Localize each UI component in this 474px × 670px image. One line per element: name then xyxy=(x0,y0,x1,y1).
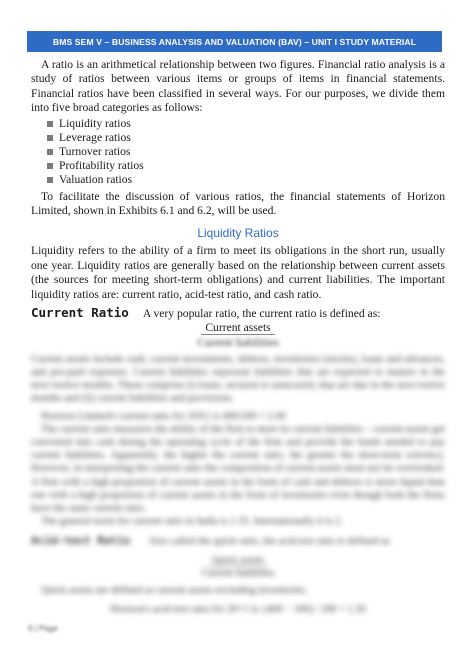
intro-paragraph: A ratio is an arithmetical relationship between two figures. Financial ratio analysis is a study of ratios between various items or groups of items in financial statements. Financial ratios have been classified in several ways. For our purposes, we divide them into five broad categories as follows: xyxy=(31,58,445,115)
formula-denominator: Current liabilities xyxy=(201,567,275,579)
list-item: Profitability ratios xyxy=(47,159,445,173)
liquidity-ratios-heading: Liquidity Ratios xyxy=(197,226,279,241)
list-item: Liquidity ratios xyxy=(47,117,445,131)
current-ratio-explanation: The current ratio measures the ability of the firm to meet its current liabilities – current assets get converted into cash during the operating cycle of the firm and provide the funds needed to pay current liabilities. Apparently, the higher the current ratio, the greater the short-term solvency. However, in interpreting the current ratio the composition of current assets must not be overlooked. A firm with a high proportion of current assets in the form of cash and debtors is more liquid than one with a high proportion of current assets in the form of inventories even though both the firms have the same current ratio. xyxy=(31,423,445,515)
square-bullet-icon xyxy=(47,177,53,183)
acid-test-intro xyxy=(31,534,445,549)
list-item: Leverage ratios xyxy=(47,131,445,145)
acid-test-calculation: Horizon's acid-test ratio for 20×1 is: (400 − 160) / 200 = 1.20 xyxy=(110,604,366,616)
current-assets-paragraph: Current assets include cash, current investments, debtors, inventories (stocks), loans and advances, and pre-paid expenses. Current liabilities represent liabilities that are expected to mature in the next twelve months. These comprise (i) loans, secured or unsecured, that are due in the next twelve months and (ii) current liabilities and provisions. xyxy=(31,353,445,405)
current-ratio-norm: The general norm for current ratio in India is 1.33. Internationally it is 2. xyxy=(41,516,343,528)
square-bullet-icon xyxy=(47,121,53,127)
list-item: Valuation ratios xyxy=(47,173,445,187)
header-title: BMS SEM V – BUSINESS ANALYSIS AND VALUATION (BAV) – UNIT I STUDY MATERIAL xyxy=(52,36,417,47)
current-ratio-lead: A very popular ratio, the current ratio is defined as: xyxy=(142,307,381,320)
square-bullet-icon xyxy=(47,149,53,155)
exhibit-paragraph: To facilitate the discussion of various ratios, the financial statements of Horizon Limited, shown in Exhibits 6.1 and 6.2, will be used. xyxy=(31,189,445,217)
current-ratio-intro xyxy=(31,306,445,321)
page-number-footer: 6 | Page xyxy=(28,624,58,633)
formula-numerator: Quick assets xyxy=(208,555,268,567)
acid-test-formula xyxy=(31,554,445,580)
current-ratio-title: Current Ratio xyxy=(31,305,129,320)
square-bullet-icon xyxy=(47,163,53,169)
formula-numerator: Current assets xyxy=(201,321,274,335)
acid-test-lead: Also called the quick ratio, the acid-test ratio is defined as xyxy=(148,536,390,548)
document-header-banner xyxy=(27,31,442,52)
formula-denominator: Current liabilities xyxy=(197,335,279,349)
quick-assets-definition: Quick assets are defined as current assets excluding inventories. xyxy=(41,584,308,596)
current-ratio-formula xyxy=(31,321,445,348)
blurred-preview-region xyxy=(31,353,445,616)
acid-test-title: Acid-test Ratio xyxy=(31,534,131,548)
page-content xyxy=(31,58,445,616)
current-ratio-calculation: Horizon Limited's current ratio for 20X1 is 400/200 = 2.00 xyxy=(41,410,286,422)
list-item: Turnover ratios xyxy=(47,145,445,159)
ratio-category-list xyxy=(31,117,445,188)
liquidity-paragraph: Liquidity refers to the ability of a firm to meet its obligations in the short run, usually one year. Liquidity ratios are generally based on the relationship between current assets (the sources for meeting short-term obligations) and current liabilities. The important liquidity ratios are: current ratio, acid-test ratio, and cash ratio. xyxy=(31,244,445,301)
square-bullet-icon xyxy=(47,135,53,141)
